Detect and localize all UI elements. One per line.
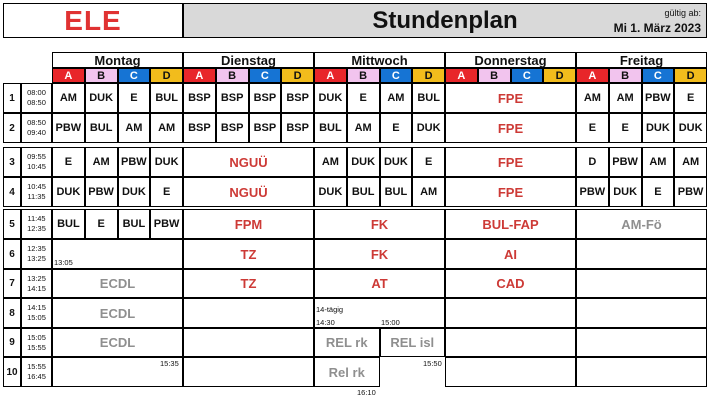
period-end: 09:40 bbox=[27, 128, 46, 137]
group-header-c: C bbox=[118, 68, 151, 83]
group-header-d: D bbox=[281, 68, 314, 83]
period-start: 08:00 bbox=[27, 88, 46, 97]
lesson-cell[interactable]: DUK bbox=[674, 113, 707, 143]
day-header-freitag: Freitag bbox=[576, 52, 707, 68]
lesson-cell[interactable]: NGUÜ bbox=[183, 147, 314, 177]
lesson-cell[interactable]: PBW bbox=[674, 177, 707, 207]
lesson-cell[interactable]: DUK bbox=[642, 113, 675, 143]
day-header-mittwoch: Mittwoch bbox=[314, 52, 445, 68]
lesson-cell[interactable]: ECDL bbox=[52, 298, 183, 328]
period-start: 11:45 bbox=[27, 214, 46, 223]
group-header-a: A bbox=[183, 68, 216, 83]
lesson-cell[interactable]: AM bbox=[609, 83, 642, 113]
lesson-cell[interactable]: AM bbox=[380, 83, 413, 113]
period-end: 14:15 bbox=[27, 283, 46, 293]
lesson-cell[interactable]: FPE bbox=[445, 147, 576, 177]
page-title: Stundenplan bbox=[372, 7, 518, 34]
lesson-cell[interactable]: E bbox=[380, 113, 413, 143]
lesson-cell[interactable] bbox=[445, 298, 576, 328]
period-start: 08:50 bbox=[27, 118, 46, 127]
lesson-cell[interactable]: NGUÜ bbox=[183, 177, 314, 207]
lesson-cell[interactable]: BSP bbox=[281, 113, 314, 143]
lesson-cell[interactable]: DUK bbox=[380, 147, 413, 177]
period-time bbox=[21, 239, 52, 269]
lesson-cell[interactable]: BSP bbox=[216, 83, 249, 113]
period-number: 6 bbox=[3, 239, 21, 269]
period-number: 1 bbox=[3, 83, 21, 113]
day-header-donnerstag: Donnerstag bbox=[445, 52, 576, 68]
lesson-cell[interactable]: AM bbox=[674, 147, 707, 177]
lesson-cell[interactable] bbox=[576, 298, 707, 328]
lesson-cell[interactable]: BUL bbox=[380, 177, 413, 207]
lesson-cell[interactable]: PBW bbox=[52, 113, 85, 143]
group-header-d: D bbox=[150, 68, 183, 83]
lesson-cell[interactable]: AM bbox=[412, 177, 445, 207]
group-header-b: B bbox=[609, 68, 642, 83]
lesson-cell[interactable]: DUK bbox=[150, 147, 183, 177]
period-number: 4 bbox=[3, 177, 21, 207]
period-time bbox=[21, 147, 52, 177]
lesson-cell[interactable] bbox=[183, 298, 314, 328]
group-header-d: D bbox=[412, 68, 445, 83]
period-number: 3 bbox=[3, 147, 21, 177]
lesson-cell[interactable]: PBW bbox=[642, 83, 675, 113]
lesson-cell[interactable]: AM bbox=[642, 147, 675, 177]
note-wednesday-biweekly: 14-tägig bbox=[316, 305, 344, 314]
lesson-cell[interactable]: BUL-FAP bbox=[445, 209, 576, 239]
lesson-cell[interactable]: AT bbox=[314, 269, 445, 298]
lesson-cell[interactable] bbox=[183, 357, 314, 387]
day-header-dienstag: Dienstag bbox=[183, 52, 314, 68]
lesson-cell[interactable]: AM bbox=[85, 147, 118, 177]
lesson-cell[interactable]: ECDL bbox=[52, 328, 183, 357]
lesson-cell[interactable]: DUK bbox=[85, 83, 118, 113]
lesson-cell[interactable]: BUL bbox=[118, 209, 151, 239]
period-time bbox=[21, 298, 52, 328]
lesson-cell[interactable]: FPM bbox=[183, 209, 314, 239]
valid-from-label: gültig ab: bbox=[664, 8, 701, 18]
note-wednesday-1610: 16:10 bbox=[357, 388, 376, 397]
lesson-cell[interactable]: PBW bbox=[609, 147, 642, 177]
period-number: 10 bbox=[3, 357, 21, 387]
lesson-cell[interactable]: DUK bbox=[314, 83, 347, 113]
lesson-cell[interactable]: TZ bbox=[183, 269, 314, 298]
group-header-c: C bbox=[380, 68, 413, 83]
period-start: 12:35 bbox=[27, 244, 46, 253]
period-start: 09:55 bbox=[27, 152, 46, 161]
lesson-cell[interactable]: PBW bbox=[576, 177, 609, 207]
group-header-d: D bbox=[674, 68, 707, 83]
lesson-cell[interactable]: PBW bbox=[150, 209, 183, 239]
period-start: 10:45 bbox=[27, 182, 46, 191]
group-header-a: A bbox=[576, 68, 609, 83]
group-header-a: A bbox=[52, 68, 85, 83]
period-end: 08:50 bbox=[27, 98, 46, 107]
lesson-cell[interactable]: E bbox=[118, 83, 151, 113]
period-number: 7 bbox=[3, 269, 21, 298]
group-header-b: B bbox=[85, 68, 118, 83]
lesson-cell[interactable]: BSP bbox=[183, 83, 216, 113]
lesson-cell[interactable]: E bbox=[412, 147, 445, 177]
note-wednesday-1550: 15:50 bbox=[423, 359, 442, 368]
period-start: 13:25 bbox=[27, 273, 46, 283]
period-number: 5 bbox=[3, 209, 21, 239]
lesson-cell[interactable]: BSP bbox=[281, 83, 314, 113]
lesson-cell[interactable]: BSP bbox=[183, 113, 216, 143]
group-header-d: D bbox=[543, 68, 576, 83]
lesson-cell[interactable]: AM bbox=[314, 147, 347, 177]
period-end: 15:55 bbox=[27, 342, 46, 352]
group-header-c: C bbox=[511, 68, 544, 83]
lesson-cell[interactable]: E bbox=[52, 147, 85, 177]
lesson-cell[interactable]: FPE bbox=[445, 113, 576, 143]
period-time bbox=[21, 269, 52, 298]
period-time bbox=[21, 83, 52, 113]
period-time bbox=[21, 209, 52, 239]
period-start: 15:05 bbox=[27, 332, 46, 342]
note-wednesday-1500: 15:00 bbox=[381, 318, 400, 327]
lesson-cell[interactable]: PBW bbox=[85, 177, 118, 207]
lesson-cell[interactable]: Rel rk bbox=[314, 357, 380, 387]
lesson-cell[interactable]: E bbox=[347, 83, 380, 113]
lesson-cell[interactable]: E bbox=[576, 113, 609, 143]
lesson-cell[interactable] bbox=[445, 328, 576, 357]
group-header-c: C bbox=[642, 68, 675, 83]
lesson-cell[interactable]: FPE bbox=[445, 177, 576, 207]
period-number: 2 bbox=[3, 113, 21, 143]
lesson-cell[interactable]: DUK bbox=[52, 177, 85, 207]
lesson-cell[interactable]: ECDL bbox=[52, 269, 183, 298]
lesson-cell[interactable]: AM bbox=[347, 113, 380, 143]
lesson-cell[interactable]: BUL bbox=[314, 113, 347, 143]
lesson-cell[interactable]: DUK bbox=[118, 177, 151, 207]
period-number: 9 bbox=[3, 328, 21, 357]
lesson-cell[interactable]: DUK bbox=[412, 113, 445, 143]
lesson-cell[interactable]: BSP bbox=[216, 113, 249, 143]
period-number: 8 bbox=[3, 298, 21, 328]
lesson-cell[interactable]: E bbox=[642, 177, 675, 207]
lesson-cell[interactable]: BUL bbox=[52, 209, 85, 239]
lesson-cell[interactable]: BUL bbox=[412, 83, 445, 113]
lesson-cell[interactable]: TZ bbox=[183, 239, 314, 269]
day-header-montag: Montag bbox=[52, 52, 183, 68]
lesson-cell[interactable]: REL isl bbox=[380, 328, 446, 357]
group-header-b: B bbox=[347, 68, 380, 83]
lesson-cell[interactable]: CAD bbox=[445, 269, 576, 298]
lesson-cell[interactable]: E bbox=[609, 113, 642, 143]
lesson-cell[interactable]: BUL bbox=[347, 177, 380, 207]
lesson-cell[interactable]: E bbox=[674, 83, 707, 113]
period-start: 15:55 bbox=[27, 362, 46, 371]
period-start: 14:15 bbox=[27, 303, 46, 312]
class-name: ELE bbox=[64, 4, 122, 36]
period-time bbox=[21, 177, 52, 207]
valid-from-date: Mi 1. März 2023 bbox=[613, 21, 701, 35]
group-header-b: B bbox=[216, 68, 249, 83]
lesson-cell[interactable]: D bbox=[576, 147, 609, 177]
period-end: 12:35 bbox=[27, 224, 46, 233]
period-end: 15:05 bbox=[27, 313, 46, 322]
group-header-b: B bbox=[478, 68, 511, 83]
note-wednesday-1430: 14:30 bbox=[316, 318, 335, 327]
group-header-a: A bbox=[314, 68, 347, 83]
lesson-cell[interactable]: DUK bbox=[609, 177, 642, 207]
period-end: 16:45 bbox=[27, 372, 46, 381]
period-time bbox=[21, 328, 52, 357]
lesson-cell[interactable]: BSP bbox=[249, 83, 282, 113]
group-header-a: A bbox=[445, 68, 478, 83]
lesson-cell[interactable] bbox=[576, 357, 707, 387]
lesson-cell[interactable]: AM bbox=[576, 83, 609, 113]
period-time bbox=[21, 357, 52, 387]
lesson-cell[interactable]: FPE bbox=[445, 83, 576, 113]
lesson-cell[interactable] bbox=[445, 357, 576, 387]
lesson-cell[interactable] bbox=[576, 269, 707, 298]
lesson-cell[interactable]: REL rk bbox=[314, 328, 380, 357]
lesson-cell[interactable]: E bbox=[150, 177, 183, 207]
lesson-cell[interactable] bbox=[576, 239, 707, 269]
lesson-cell[interactable]: PBW bbox=[118, 147, 151, 177]
period-end: 13:25 bbox=[27, 254, 46, 263]
note-monday-1305: 13:05 bbox=[54, 258, 73, 267]
period-time bbox=[21, 113, 52, 143]
lesson-cell[interactable]: AM-Fö bbox=[576, 209, 707, 239]
note-monday-1535: 15:35 bbox=[160, 359, 179, 368]
lesson-cell[interactable] bbox=[183, 328, 314, 357]
lesson-cell[interactable]: DUK bbox=[347, 147, 380, 177]
lesson-cell[interactable]: E bbox=[85, 209, 118, 239]
lesson-cell[interactable]: BSP bbox=[249, 113, 282, 143]
lesson-cell[interactable]: DUK bbox=[314, 177, 347, 207]
lesson-cell[interactable]: BUL bbox=[150, 83, 183, 113]
lesson-cell[interactable]: AI bbox=[445, 239, 576, 269]
lesson-cell[interactable]: AM bbox=[118, 113, 151, 143]
lesson-cell[interactable]: AM bbox=[150, 113, 183, 143]
period-end: 10:45 bbox=[27, 162, 46, 171]
lesson-cell[interactable]: BUL bbox=[85, 113, 118, 143]
lesson-cell[interactable]: AM bbox=[52, 83, 85, 113]
lesson-cell[interactable] bbox=[576, 328, 707, 357]
period-end: 11:35 bbox=[27, 192, 46, 201]
group-header-c: C bbox=[249, 68, 282, 83]
lesson-cell[interactable]: FK bbox=[314, 209, 445, 239]
lesson-cell[interactable]: FK bbox=[314, 239, 445, 269]
